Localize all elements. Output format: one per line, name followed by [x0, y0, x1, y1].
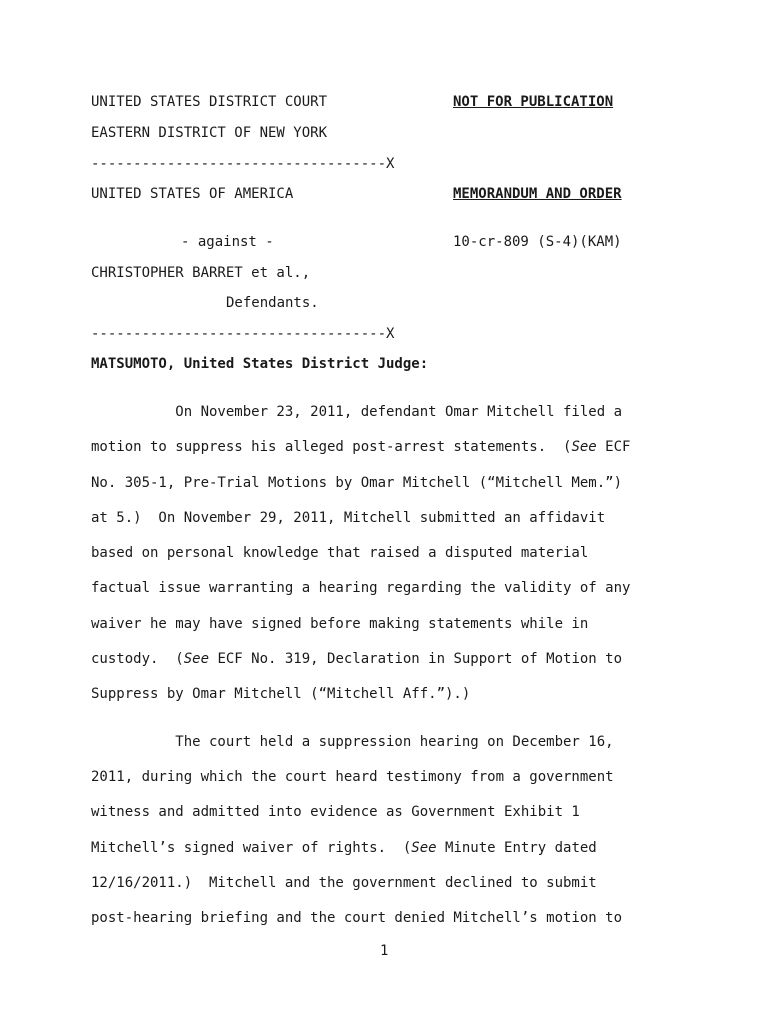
body-text-line	[91, 509, 605, 527]
judge-title: , United States District Judge:	[166, 356, 429, 372]
plaintiff-name: UNITED STATES OF AMERICA	[91, 186, 294, 202]
text-segment: at 5.) On November 29, 2011, Mitchell submitted an affidavit	[91, 509, 606, 526]
text-segment: post-hearing briefing and the court denied Mitchell’s motion to	[91, 910, 623, 926]
body-text-line	[91, 874, 597, 892]
text-segment: 12/16/2011.) Mitchell and the government declined to submit	[91, 874, 597, 891]
caption-divider-bottom: -----------------------------------X	[91, 326, 395, 342]
defendant-name: CHRISTOPHER BARRET et al.,	[91, 265, 311, 281]
court-name-line2: EASTERN DISTRICT OF NEW YORK	[91, 125, 328, 141]
text-segment: On November 23, 2011, defendant Omar Mitchell filed a	[91, 404, 623, 420]
text-segment: The court held a suppression hearing on December 16,	[91, 734, 614, 750]
body-text-line	[91, 474, 622, 492]
citation-signal: See	[183, 650, 210, 667]
page-number: 1	[380, 943, 389, 959]
text-segment: No. 305-1, Pre-Trial Motions by Omar Mitchell (“Mitchell Mem.”)	[91, 474, 623, 491]
body-text-line	[91, 650, 622, 668]
court-name-line1: UNITED STATES DISTRICT COURT	[91, 94, 328, 110]
text-segment: Mitchell’s signed waiver of rights. (	[91, 839, 412, 856]
case-number: 10-cr-809 (S-4)(KAM)	[453, 234, 622, 250]
body-text-line	[91, 615, 588, 633]
body-text-line	[91, 803, 580, 821]
judge-heading	[91, 355, 428, 373]
text-segment: based on personal knowledge that raised a disputed material	[91, 545, 589, 561]
body-text-line	[91, 909, 622, 927]
body-text-line	[91, 839, 597, 857]
text-segment: 2011, during which the court heard testimony from a government	[91, 769, 614, 786]
body-text-line	[91, 733, 614, 751]
text-segment: Suppress by Omar Mitchell (“Mitchell Aff.”).)	[91, 686, 471, 702]
text-segment: ECF No. 319, Declaration in Support of Motion to	[209, 650, 623, 667]
citation-signal: See	[411, 839, 437, 856]
text-segment: waiver he may have signed before making statements while in	[91, 615, 589, 632]
judge-name: MATSUMOTO	[91, 356, 167, 372]
body-text-line	[91, 403, 622, 421]
defendants-label: Defendants.	[226, 295, 319, 311]
body-text-line	[91, 579, 630, 597]
text-segment: motion to suppress his alleged post-arrest statements. (	[91, 439, 572, 456]
citation-signal: See	[571, 439, 597, 456]
versus-label: - against -	[181, 234, 274, 250]
text-segment: Minute Entry dated	[436, 839, 597, 856]
caption-divider-top: -----------------------------------X	[91, 156, 395, 172]
body-text-line	[91, 768, 614, 786]
body-text-line	[91, 685, 470, 703]
text-segment: factual issue warranting a hearing regarding the validity of any	[91, 580, 631, 597]
document-type: MEMORANDUM AND ORDER	[453, 186, 622, 202]
body-text-line	[91, 438, 630, 456]
body-text-line	[91, 544, 588, 562]
text-segment: custody. (	[91, 650, 184, 667]
text-segment: ECF	[596, 439, 631, 456]
text-segment: witness and admitted into evidence as Government Exhibit 1	[91, 804, 580, 821]
publication-status: NOT FOR PUBLICATION	[453, 94, 614, 110]
